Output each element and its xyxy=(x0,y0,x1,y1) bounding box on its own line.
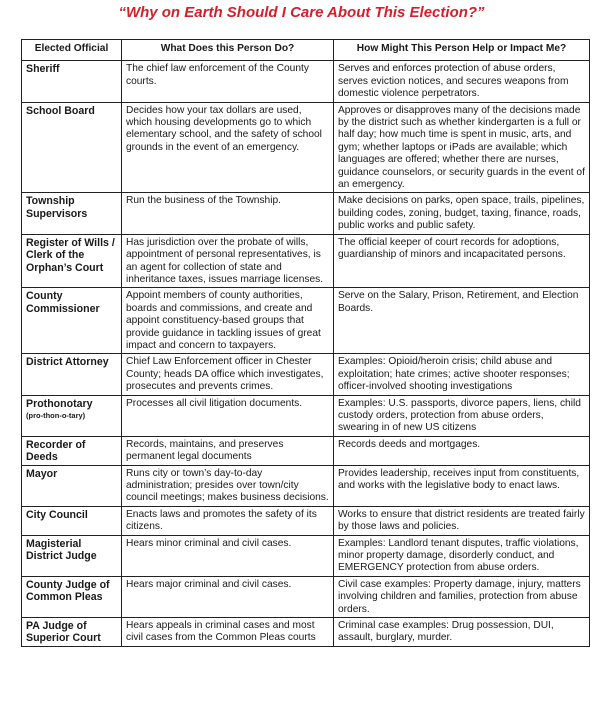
table-row xyxy=(22,102,590,193)
official-name: Magisterial District Judge xyxy=(26,537,97,563)
official-cell xyxy=(22,102,122,193)
official-cell xyxy=(22,535,122,576)
official-name: Recorder of Deeds xyxy=(26,438,86,464)
duties-cell: Hears appeals in criminal cases and most civil cases from the Common Pleas courts xyxy=(122,618,334,647)
duties-cell: Chief Law Enforcement officer in Chester County; heads DA office which investigates, prosecutes and prevents crimes. xyxy=(122,354,334,395)
impact-cell: Provides leadership, receives input from constituents, and works with the legislative body to enact laws. xyxy=(334,465,590,506)
official-cell xyxy=(22,61,122,102)
impact-cell: Serves and enforces protection of abuse orders, serves eviction notices, and secures weapons from domestic violence perpetrators. xyxy=(334,61,590,102)
header-what-does: What Does this Person Do? xyxy=(122,40,334,61)
header-impact: How Might This Person Help or Impact Me? xyxy=(334,40,590,61)
table-row xyxy=(22,436,590,465)
impact-cell: Serve on the Salary, Prison, Retirement, and Election Boards. xyxy=(334,288,590,354)
table-row xyxy=(22,61,590,102)
official-cell xyxy=(22,618,122,647)
impact-cell: Civil case examples: Property damage, injury, matters involving children and families, protection from abuse orders. xyxy=(334,576,590,617)
impact-cell: Make decisions on parks, open space, trails, pipelines, building codes, zoning, budget, taxing, finance, roads, public works and public safety. xyxy=(334,193,590,234)
impact-cell: Examples: Landlord tenant disputes, traffic violations, minor property damage, disorderly conduct, and EMERGENCY protection from abuse orders. xyxy=(334,535,590,576)
official-name: County Judge of Common Pleas xyxy=(26,578,110,604)
table-row xyxy=(22,354,590,395)
table-row xyxy=(22,288,590,354)
table-row xyxy=(22,193,590,234)
duties-cell: The chief law enforcement of the County courts. xyxy=(122,61,334,102)
official-name: Township Supervisors xyxy=(26,195,88,220)
table-row xyxy=(22,234,590,288)
table-row xyxy=(22,465,590,506)
officials-table xyxy=(21,39,590,647)
duties-cell: Appoint members of county authorities, boards and commissions, and create and appoint constituency-based groups that provide guidance in tackling issues of great impact and concern to taxpayers. xyxy=(122,288,334,354)
impact-cell: Examples: Opioid/heroin crisis; child abuse and exploitation; hate crimes; active shooter responses; officer-involved shooting investigations xyxy=(334,354,590,395)
table-row xyxy=(22,506,590,535)
table-row xyxy=(22,535,590,576)
official-name: Mayor xyxy=(26,467,58,480)
duties-cell: Enacts laws and promotes the safety of its citizens. xyxy=(122,506,334,535)
official-name: Register of Wills / Clerk of the Orphan’s Court xyxy=(26,236,115,274)
official-cell xyxy=(22,193,122,234)
duties-cell: Records, maintains, and preserves permanent legal documents xyxy=(122,436,334,465)
impact-cell: Records deeds and mortgages. xyxy=(334,436,590,465)
official-cell xyxy=(22,436,122,465)
official-cell xyxy=(22,234,122,288)
official-cell xyxy=(22,576,122,617)
impact-cell: Examples: U.S. passports, divorce papers, liens, child custody orders, protection from abuse orders, swearing in of new US citizens xyxy=(334,395,590,436)
official-name: School Board xyxy=(26,104,95,117)
official-cell xyxy=(22,465,122,506)
duties-cell: Runs city or town’s day-to-day administration; presides over town/city council meetings; makes business decisions. xyxy=(122,465,334,506)
page-title: “Why on Earth Should I Care About This Election?” xyxy=(118,4,485,21)
official-name: District Attorney xyxy=(26,356,109,369)
official-cell xyxy=(22,395,122,436)
duties-cell: Decides how your tax dollars are used, which housing developments go to which elementary school, and the safety of school grounds in the event of an emergency. xyxy=(122,102,334,193)
official-cell xyxy=(22,288,122,354)
header-row xyxy=(22,40,590,61)
official-cell xyxy=(22,506,122,535)
official-name: County Commissioner xyxy=(26,290,100,315)
impact-cell: The official keeper of court records for adoptions, guardianship of minors and incapacitated persons. xyxy=(334,234,590,288)
table-row xyxy=(22,618,590,647)
duties-cell: Hears major criminal and civil cases. xyxy=(122,576,334,617)
duties-cell: Has jurisdiction over the probate of wills, appointment of personal representatives, is an agent for collection of state and inheritance taxes, issues marriage licenses. xyxy=(122,234,334,288)
duties-cell: Processes all civil litigation documents. xyxy=(122,395,334,436)
pronunciation-note: (pro-thon-o-tary) xyxy=(26,410,86,420)
table-row xyxy=(22,395,590,436)
impact-cell: Works to ensure that district residents are treated fairly by those laws and policies. xyxy=(334,506,590,535)
duties-cell: Hears minor criminal and civil cases. xyxy=(122,535,334,576)
duties-cell: Run the business of the Township. xyxy=(122,193,334,234)
table-row xyxy=(22,576,590,617)
official-name: City Council xyxy=(26,508,88,521)
official-name: PA Judge of Superior Court xyxy=(26,620,101,645)
header-elected-official: Elected Official xyxy=(22,40,122,61)
official-cell xyxy=(22,354,122,395)
official-name: Sheriff xyxy=(26,63,60,76)
impact-cell: Criminal case examples: Drug possession, DUI, assault, burglary, murder. xyxy=(334,618,590,647)
official-name: Prothonotary xyxy=(26,397,93,410)
impact-cell: Approves or disapproves many of the decisions made by the district such as whether kindergarten is a full or half day; how much time is spent in music, arts, and gym; whether laptops or iPads are available; which languages are offered; whether there are nurses, guidance counselors, or security guards in the event of an emergency. xyxy=(334,102,590,193)
